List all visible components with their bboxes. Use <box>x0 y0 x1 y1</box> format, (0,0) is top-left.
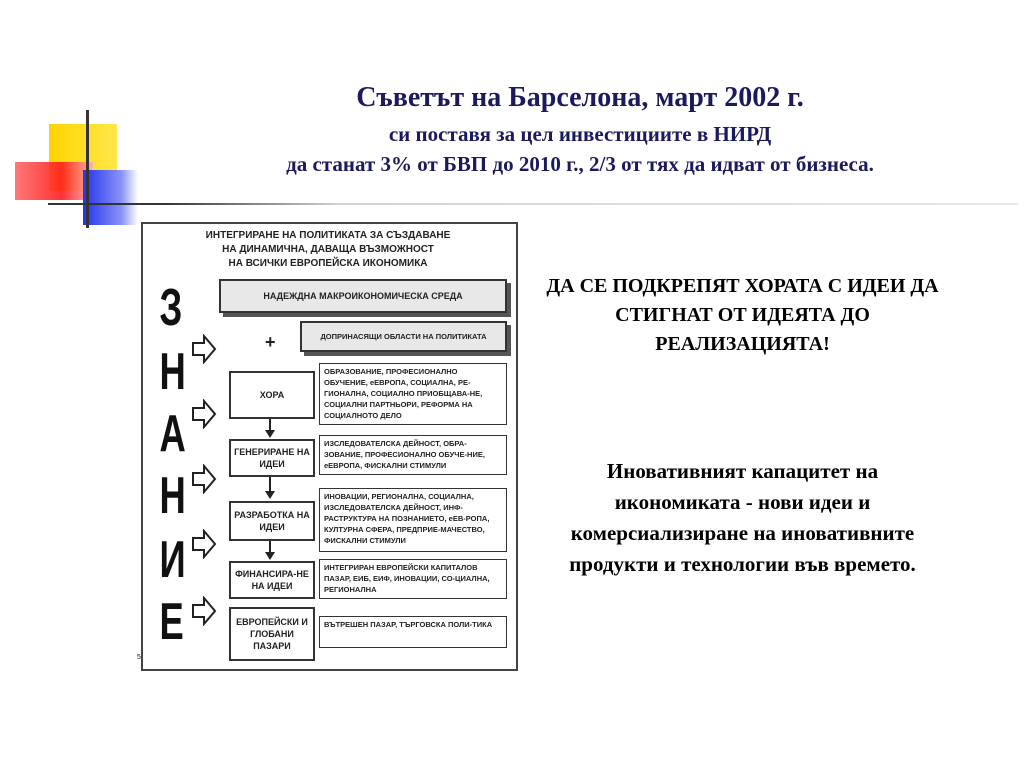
fat-right-arrow-icon <box>191 399 217 429</box>
step-desc-people: ОБРАЗОВАНИЕ, ПРОФЕСИОНАЛНО ОБУЧЕНИЕ, еЕВРОПА, СОЦИАЛНА, РЕ-ГИОНАЛНА, СОЦИАЛНО ПРИОБЩАВА-НЕ, СОЦИАЛНИ ПАРТНЬОРИ, РЕФОРМА НА СОЦИАЛНОТО ДЕЛО <box>319 363 507 425</box>
corner-mark: 5 <box>137 654 141 661</box>
decor-red-bar <box>15 162 93 200</box>
side-letter: Н <box>159 343 186 401</box>
fat-right-arrow-icon <box>191 464 217 494</box>
side-letter: З <box>159 279 183 337</box>
step-box-idea-development: РАЗРАБОТКА НА ИДЕИ <box>229 501 315 541</box>
down-arrow-icon <box>265 491 275 499</box>
diagram-heading <box>163 229 493 271</box>
step-desc-financing: ИНТЕГРИРАН ЕВРОПЕЙСКИ КАПИТАЛОВ ПАЗАР, ЕИБ, ЕИФ, ИНОВАЦИИ, СО-ЦИАЛНА, РЕГИОНАЛНА <box>319 559 507 599</box>
slide-subtitle-2: да станат 3% от БВП до 2010 г., 2/3 от тях да идват от бизнеса. <box>286 152 874 176</box>
fat-right-arrow-icon <box>191 334 217 364</box>
diagram-heading-line: НА ВСИЧКИ ЕВРОПЕЙСКА ИКОНОМИКА <box>228 258 428 269</box>
step-box-financing: ФИНАНСИРА-НЕ НА ИДЕИ <box>229 561 315 599</box>
decor-blue-square <box>83 170 138 225</box>
slide-subtitle-1: си поставя за цел инвестициите в НИРД <box>388 122 772 146</box>
fat-right-arrow-icon <box>191 596 217 626</box>
plus-sign: + <box>265 332 276 352</box>
support-people-text: ДА СЕ ПОДКРЕПЯТ ХОРАТА С ИДЕИ ДА СТИГНАТ ОТ ИДЕЯТА ДО РЕАЛИЗАЦИЯТА! <box>546 275 939 355</box>
down-arrow-icon <box>265 552 275 560</box>
side-letter: И <box>159 531 186 589</box>
side-letter: Н <box>159 467 186 525</box>
diagram-heading-line: ИНТЕГРИРАНЕ НА ПОЛИТИКАТА ЗА СЪЗДАВАНЕ <box>205 230 451 241</box>
slide-title: Съветът на Барселона, март 2002 г. <box>356 82 804 113</box>
fat-right-arrow-icon <box>191 529 217 559</box>
step-box-idea-generation: ГЕНЕРИРАНЕ НА ИДЕИ <box>229 439 315 477</box>
policy-areas-box: ДОПРИНАСЯЩИ ОБЛАСТИ НА ПОЛИТИКАТА <box>300 321 507 352</box>
down-arrow-icon <box>265 430 275 438</box>
step-box-markets: ЕВРОПЕЙСКИ И ГЛОБАНИ ПАЗАРИ <box>229 607 315 661</box>
step-desc-idea-generation: ИЗСЛЕДОВАТЕЛСКА ДЕЙНОСТ, ОБРА-ЗОВАНИЕ, ПРОФЕСИОНАЛНО ОБУЧЕ-НИЕ, еЕВРОПА, ФИСКАЛНИ СТИМУЛИ <box>319 435 507 475</box>
innovation-capacity-text: Иновативният капацитет на икономиката - нови идеи и комерсиализиране на иновативните продукти и технологии във времето. <box>569 459 916 576</box>
step-desc-markets: ВЪТРЕШЕН ПАЗАР, ТЪРГОВСКА ПОЛИ-ТИКА <box>319 616 507 648</box>
step-desc-idea-development: ИНОВАЦИИ, РЕГИОНАЛНА, СОЦИАЛНА, ИЗСЛЕДОВАТЕЛСКА ДЕЙНОСТ, ИНФ-РАСТРУКТУРА НА ПОЗНАНИЕТО, еЕВ-РОПА, КУЛТУРНА СФЕРА, ПРЕДПРИЕ-МАЧЕСТВО, ФИСКАЛНИ СТИМУЛИ <box>319 488 507 552</box>
diagram-heading-line: НА ДИНАМИЧНА, ДАВАЩА ВЪЗМОЖНОСТ <box>222 244 434 255</box>
knowledge-diagram <box>137 222 518 671</box>
decor-horizontal-line <box>48 203 1018 205</box>
macro-environment-box: НАДЕЖДНА МАКРОИКОНОМИЧЕСКА СРЕДА <box>219 279 507 313</box>
side-letter: Е <box>159 593 184 651</box>
side-letter: А <box>159 405 186 463</box>
step-box-people: ХОРА <box>229 371 315 419</box>
decor-vertical-line <box>86 110 89 228</box>
